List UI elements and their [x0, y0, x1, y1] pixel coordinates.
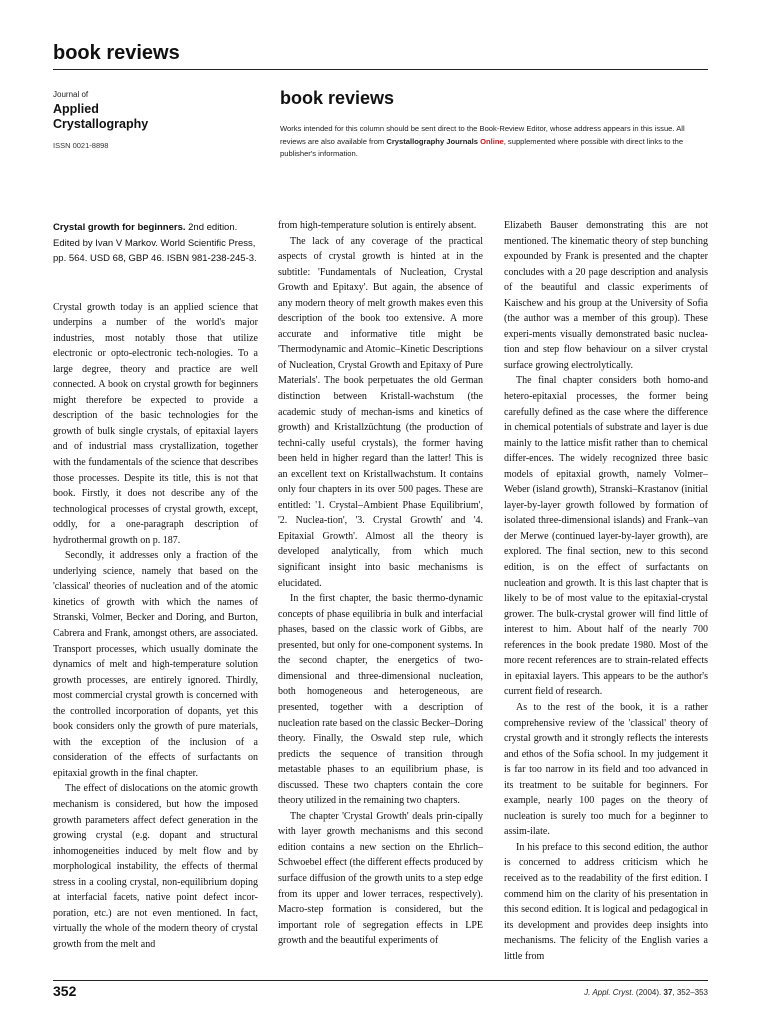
book-heading [53, 220, 258, 267]
paragraph: The final chapter considers both homo-and hetero-epitaxial processes, the former being carefully defined as the case where the difference in chemical potentials of substrate and layer is due mainly to the lattice misfit rather than to chemical differ-ences. The widely recognized three basic models of epitaxial growth, namely Volmer–Weber (island growth), Stranski–Krastanov (initial layer-by-layer growth followed by formation of isolated three-dimensional islands) and Frank–van der Merwe (continued layer-by-layer growth), are explored. The final section, new to this second edition, is on the effect of surfactants on nucleation and growth. It is this last chapter that is likely to be of most value to the epitaxial-crystal grower. The bulk-crystal grower will find little of interest to him. About half of the nearly 700 references in the book predate 1980. Most of the more recent references are to strain-related effects in epitaxial layers. This appears to be the author's current field of research. [504, 375, 708, 698]
journal-name-line1: Applied [53, 102, 99, 116]
journal-block [53, 90, 253, 150]
citation-year: (2004). [635, 988, 662, 997]
online-link[interactable]: Online [480, 136, 504, 146]
column-3 [504, 218, 708, 964]
column-1 [53, 220, 258, 952]
book-title: Crystal growth for beginners. [53, 222, 186, 233]
citation-pages: , 352–353 [672, 988, 708, 997]
citation [584, 988, 708, 997]
paragraph: The chapter 'Crystal Growth' deals prin-cipally with layer growth mechanisms and this second edition contains a new section on the Ehrlich–Schwoebel effect (the different effects produced by surface diffusion of the growth units to a step edge from its upper and lower terraces, respectively). Macro-step formation is considered, but the important role of segregation effects in LPE growth and the beautiful experiments of [278, 810, 483, 947]
page-number: 352 [53, 983, 77, 999]
section-title: book reviews [280, 88, 395, 108]
intro-part2: , supplemented where possible with direct links to the publisher's information. [280, 136, 684, 158]
paragraph: As to the rest of the book, it is a rather comprehensive review of the 'classical' theory of crystal growth and it strongly reflects the interests and ethos of the Sofia school. In my judgement it is far too narrow in its field and too advanced in its treatment to be suitable for beginners. For example, nearly 100 pages on the theory of nucleation is surely too much for a beginner to assim-ilate. [504, 701, 708, 838]
top-rule [53, 69, 708, 70]
journal-name-line2: Crystallography [53, 117, 149, 131]
journal-abbrev: J. Appl. Cryst. [584, 988, 634, 997]
paragraph: In the first chapter, the basic thermo-dynamic concepts of phase equilibria in bulk and interfacial phases, based on the classic work of Gibbs, are presented, but only for one-component systems. In the second chapter, the energetics of two-dimensional and three-dimensional nucleation, both homogeneous and heterogeneous, are presented, together with a description of nucleation rate based on the classic Becker–Doring theory. Finally, the Oswald step rule, which predicts the sequence of transition through metastable phases to an equilibrium phase, is discussed. These two chapters contain the core theory utilized in the remaining two chapters. [278, 593, 483, 807]
book-details: 2nd edition. Edited by Ivan V Markov. World Scientific Press, pp. 564. USD 68, GBP 46. ISBN 981-238-245-3. [53, 222, 257, 264]
intro-text [280, 123, 705, 161]
column-2 [278, 218, 483, 949]
paragraph: Elizabeth Bauser demonstrating this are not mentioned. The kinematic theory of step bunching expounded by Frank is presented and the chapter concludes with a 20 page description and analysis of the beautiful and classic experiments of Kaischew and his group at the University of Sofia (the author was a member of this group). These experi-ments visually demonstrated basic nuclea-tion and step flow behaviour on a silver crystal surface growing electrolytically. [504, 220, 708, 371]
paragraph: In his preface to this second edition, the author is concerned to address criticism which he received as to the readability of the first edition. I commend him on the clarity of his presentation in this second edition. It is logical and pedagogical in its development and provides deep insights into mechanisms. The felicity of the English varies a little from [504, 841, 708, 962]
intro-part1: Works intended for this column should be sent direct to the Book-Review Editor, whose address appears in this issue. All reviews are also available from [280, 124, 685, 146]
journal-name [53, 102, 253, 132]
bottom-rule [53, 980, 708, 981]
paragraph: Secondly, it addresses only a fraction of the underlying science, namely that based on the 'classical' theories of nucleation and of the atomic kinetics of growth with which the names of Stranski, Volmer, Becker and Doring, and Burton, Cabrera and Frank, amongst others, are associated. Transport processes, which usually dominate the dynamics of melt and high-temperature solution growth processes, are entirely ignored. Thirdly, most commercial crystal growth is concerned with the controlled incorporation of dopants, yet this book considers only the growth of pure materials, with the exception of the inclusion of a consideration of the effects of surfactants on epitaxial growth in the final chapter. [53, 550, 258, 779]
paragraph: from high-temperature solution is entirely absent. [278, 220, 477, 231]
paragraph: Crystal growth today is an applied science that underpins a number of the world's major industries, most notably those that utilize electronic or opto-electronic tech-nologies. To a large degree, theory and practice are well connected. A book on crystal growth for beginners might therefore be expected to provide a description of the basic technologies for the growth of bulk single crystals, of epitaxial layers and of industrial mass crystallization, together with the fundamentals of the science that describes those processes. Despite its title, this is not that book. Firstly, it does not describe any of the technological processes of crystal growth, except, oddly, for a one-paragraph description of hydrothermal growth on p. 187. [53, 301, 258, 546]
issn: ISSN 0021-8898 [53, 141, 109, 150]
paragraph: The effect of dislocations on the atomic growth mechanism is considered, but how the imposed growth parameters affect defect generation in the growing crystal (e.g. dopant and structural inhomogeneities induced by melt flow and by morphological instability, the effects of thermal stress in a cooling crystal, non-equilibrium doping at interfacial facets, native point defect incor-poration, etc.) are not even mentioned. In fact, virtually the whole of the modern theory of crystal growth from the melt and [53, 783, 258, 950]
paragraph: The lack of any coverage of the practical aspects of crystal growth is hinted at in the subtitle: 'Fundamentals of Nucleation, Crystal Growth and Epitaxy'. But again, the absence of any modern theory of melt growth makes even this description of the book too extensive. A more accurate and informative title might be 'Thermodynamic and Atomic–Kinetic Descriptions of Nucleation, Crystal Growth and Epitaxy of Pure Materials'. The book perpetuates the old German distinction between Kristall-wachstum (the academic study of mechan-isms and kinetics of growth) and Kristallzüchtung (the production of techni-cally useful crystals), the former having been held in higher regard than the latter! This is an excellent text on Kristallwachstum. It contains only four chapters in its over 500 pages. These are entitled: '1. Crystal–Ambient Phase Equilibrium', '2. Nuclea-tion', '3. Crystal Growth' and '4. Epitaxial Growth'. Almost all the theory is developed analytically, from which much significant insight into basic mechanisms is elucidated. [278, 235, 483, 589]
citation-volume: 37 [663, 988, 673, 997]
running-head: book reviews [53, 42, 180, 64]
cj-link[interactable]: Crystallography Journals [386, 136, 478, 146]
journal-of: Journal of [53, 90, 89, 99]
